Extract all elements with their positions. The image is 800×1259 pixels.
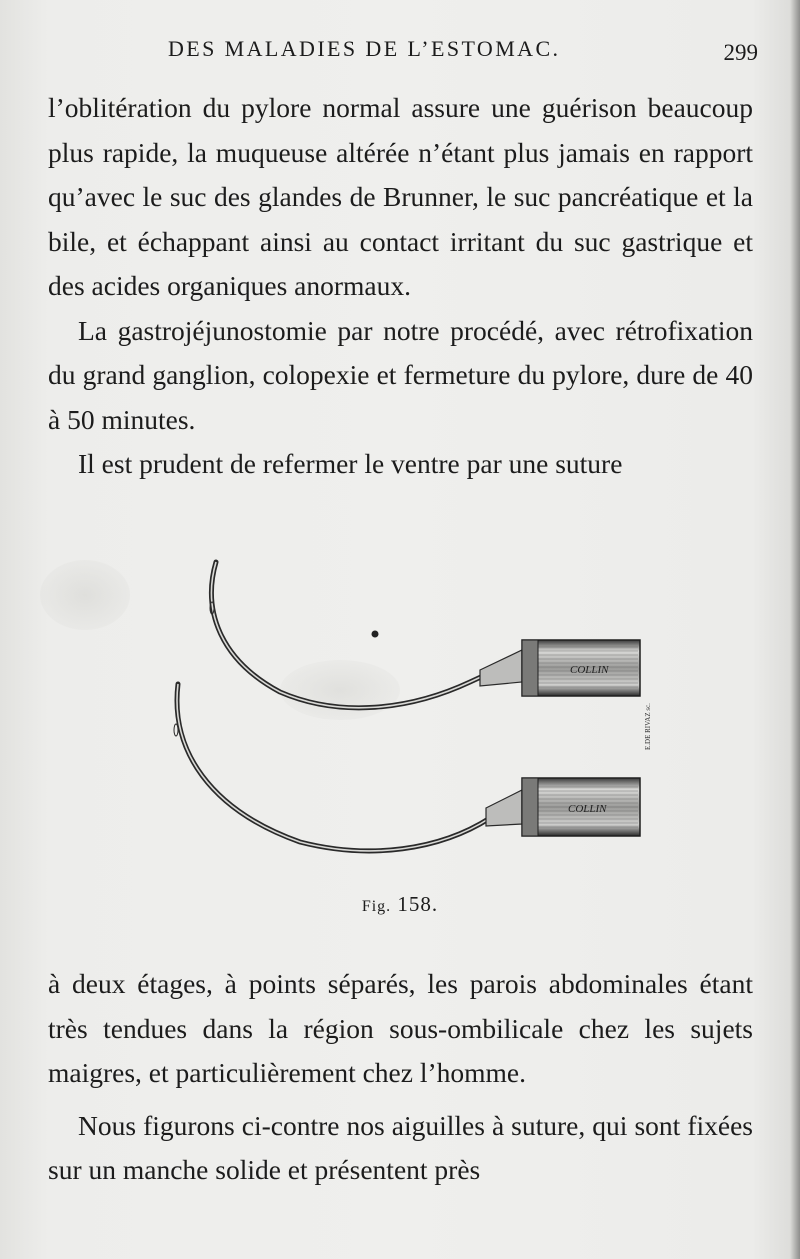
- figure-caption: [0, 892, 800, 917]
- needle-illustration: [150, 550, 660, 870]
- lower-handle-mark: COLLIN: [568, 803, 607, 815]
- lower-needle: [174, 684, 640, 851]
- text-block-bottom: [48, 962, 753, 1193]
- ink-dot: [372, 631, 379, 638]
- paragraph: Il est prudent de refermer le ventre par une suture: [78, 448, 623, 479]
- engraver-signature: E.DE RIVAZ sc.: [644, 703, 652, 750]
- running-title: DES MALADIES DE L’ESTOMAC.: [168, 36, 561, 61]
- paragraph: à deux étages, à points séparés, les parois abdominales étant très tendues dans la région sous-ombilicale chez les sujets maigres, et particulièrement chez l’homme.: [48, 968, 753, 1088]
- paragraph: Nous figurons ci-contre nos aiguilles à suture, qui sont fixées sur un manche solide et présentent près: [48, 1109, 753, 1185]
- caption-number: 158.: [397, 892, 439, 916]
- paragraph: l’oblitération du pylore normal assure une guérison beaucoup plus rapide, la muqueuse altérée n’étant plus jamais en rapport qu’avec le suc des glandes de Brunner, le suc pancréatique et la bile, et échappant ainsi au contact irritant du suc gastrique et des acides organiques anormaux.: [48, 92, 753, 301]
- paper-stain: [40, 560, 130, 630]
- caption-prefix: Fig.: [361, 898, 392, 915]
- upper-handle-mark: COLLIN: [570, 664, 609, 676]
- page-number: 299: [723, 40, 758, 65]
- text-block-top: [48, 86, 753, 487]
- upper-needle: [210, 562, 640, 708]
- page-header: [48, 36, 758, 76]
- paragraph: La gastrojéjunostomie par notre procédé, avec rétrofixation du grand ganglion, colopexie et fermeture du pylore, dure de 40 à 50 minutes.: [48, 314, 753, 435]
- figure-suture-needles: [150, 550, 660, 870]
- page-edge-shadow: [790, 0, 800, 1259]
